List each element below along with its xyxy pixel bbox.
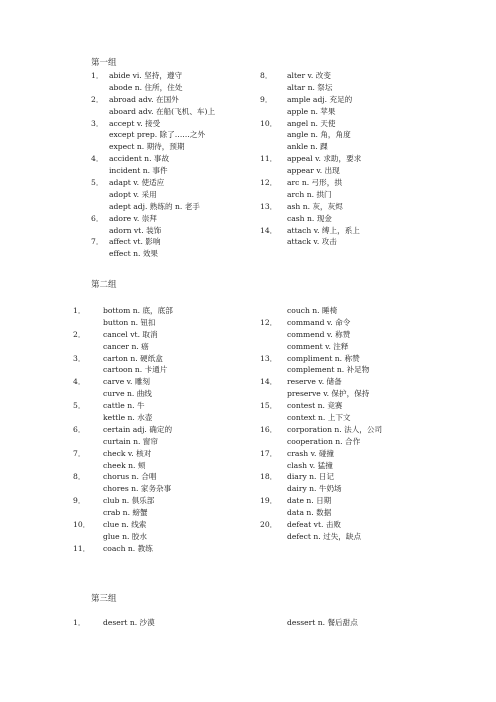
- vocab-entry: [260, 236, 460, 248]
- vocab-entry: [260, 448, 460, 460]
- entry-text: certain adj. 确定的: [103, 424, 173, 434]
- vocab-entry: [260, 412, 460, 424]
- vocab-entry: [73, 448, 263, 460]
- entry-text: carve v. 雕刻: [103, 377, 151, 387]
- entry-text: cancer n. 癌: [103, 341, 149, 351]
- group1-heading: 第一组: [91, 58, 117, 68]
- entry-text: expect n. 期待，预期: [109, 142, 185, 152]
- vocab-entry: [73, 436, 263, 448]
- entry-number: 12．: [260, 178, 278, 188]
- vocab-entry: [260, 118, 460, 130]
- entry-number: 7．: [91, 237, 104, 247]
- vocab-entry: [260, 483, 460, 495]
- vocab-entry: [91, 70, 261, 82]
- entry-text: aboard adv. 在船(飞机、车)上: [109, 106, 216, 116]
- entry-text: abide vi. 坚持，遵守: [109, 71, 183, 80]
- entry-text: compliment n. 称赞: [287, 353, 360, 363]
- entry-text: adopt v. 采用: [109, 189, 157, 199]
- entry-text: appear v. 出现: [287, 166, 340, 176]
- entry-number: 16．: [260, 424, 278, 434]
- entry-number: 10．: [73, 520, 91, 530]
- vocab-entry: [91, 141, 261, 153]
- group3-heading: 第三组: [91, 594, 117, 604]
- entry-number: 12．: [260, 317, 278, 327]
- vocab-entry: [260, 129, 460, 141]
- vocab-entry: [91, 94, 261, 106]
- entry-text: data n. 数据: [287, 508, 332, 518]
- vocab-entry: [260, 201, 460, 213]
- entry-text: clash v. 猛撞: [287, 460, 333, 470]
- entry-number: 20．: [260, 520, 278, 530]
- entry-text: kettle n. 水壶: [103, 413, 153, 423]
- entry-text: comment v. 注释: [287, 341, 349, 351]
- vocab-entry: [260, 376, 460, 388]
- vocab-entry: [73, 471, 263, 483]
- entry-number: 4．: [73, 377, 86, 387]
- vocab-entry: [73, 495, 263, 507]
- vocab-entry: [260, 495, 460, 507]
- group3-right-column: [287, 617, 467, 629]
- entry-number: 1．: [73, 306, 86, 315]
- vocab-entry: [260, 329, 460, 341]
- vocab-entry: [73, 317, 263, 329]
- entry-text: cooperation n. 合作: [287, 436, 361, 446]
- entry-text: dairy n. 牛奶场: [287, 484, 342, 494]
- entry-number: 14．: [260, 225, 278, 235]
- entry-text: ample adj. 充足的: [287, 94, 353, 104]
- entry-number: 13．: [260, 353, 278, 363]
- vocab-entry: [260, 400, 460, 412]
- vocab-entry: [91, 189, 261, 201]
- entry-number: 19．: [260, 496, 278, 506]
- entry-number: 2．: [73, 329, 86, 339]
- entry-text: defect n. 过失，缺点: [287, 531, 362, 541]
- entry-text: attack v. 攻击: [287, 237, 337, 247]
- entry-number: 9．: [73, 496, 86, 506]
- entry-text: check v. 核对: [103, 448, 152, 458]
- entry-text: date n. 日期: [287, 496, 332, 506]
- vocab-entry: [91, 129, 261, 141]
- vocab-entry: [260, 177, 460, 189]
- entry-text: complement n. 补足物: [287, 365, 370, 375]
- vocab-entry: [91, 118, 261, 130]
- entry-number: 1．: [73, 618, 86, 627]
- vocab-entry: [91, 177, 261, 189]
- entry-number: 14．: [260, 377, 278, 387]
- vocab-entry: [73, 460, 263, 472]
- vocab-entry: [73, 353, 263, 365]
- entry-text: adore v. 崇拜: [109, 213, 157, 223]
- entry-text: couch n. 睡椅: [287, 306, 338, 315]
- entry-text: adorn vt. 装饰: [109, 225, 162, 235]
- entry-number: 4．: [91, 154, 104, 164]
- entry-number: 11．: [73, 543, 91, 553]
- entry-text: appeal v. 求助，要求: [287, 154, 362, 164]
- entry-number: 8．: [260, 71, 273, 80]
- entry-number: 3．: [73, 353, 86, 363]
- vocab-entry: [260, 94, 460, 106]
- entry-text: ash n. 灰，灰烬: [287, 201, 343, 211]
- entry-text: arch n. 拱门: [287, 189, 332, 199]
- entry-number: 9．: [260, 94, 273, 104]
- entry-text: glue n. 胶水: [103, 531, 147, 541]
- vocab-entry: [91, 248, 261, 260]
- entry-text: reserve v. 储备: [287, 377, 342, 387]
- vocab-entry: [73, 329, 263, 341]
- entry-text: cash n. 现金: [287, 213, 332, 223]
- vocab-entry: [260, 341, 460, 353]
- entry-text: dessert n. 餐后甜点: [287, 618, 358, 627]
- entry-text: clue n. 线索: [103, 520, 147, 530]
- entry-text: alter v. 改变: [287, 71, 331, 80]
- entry-text: preserve v. 保护，保持: [287, 389, 370, 399]
- entry-text: accept v. 接受: [109, 118, 161, 128]
- entry-text: adept adj. 熟练的 n. 老手: [109, 201, 200, 211]
- entry-number: 10．: [260, 118, 278, 128]
- vocab-entry: [260, 165, 460, 177]
- entry-text: apple n. 苹果: [287, 106, 336, 116]
- entry-text: cancel vt. 取消: [103, 329, 158, 339]
- entry-text: defeat vt. 击败: [287, 520, 342, 530]
- group2-left-column: [73, 305, 263, 555]
- entry-text: club n. 俱乐部: [103, 496, 155, 506]
- vocab-entry: [260, 436, 460, 448]
- entry-text: altar n. 祭坛: [287, 82, 333, 92]
- entry-number: 15．: [260, 401, 278, 411]
- vocab-entry: [73, 483, 263, 495]
- entry-number: 11．: [260, 154, 278, 164]
- entry-text: angle n. 角，角度: [287, 130, 351, 140]
- entry-number: 2．: [91, 94, 104, 104]
- entry-number: 7．: [73, 448, 86, 458]
- vocab-entry: [260, 225, 460, 237]
- group2-heading: 第二组: [91, 280, 117, 290]
- vocab-entry: [73, 388, 263, 400]
- vocab-entry: [260, 471, 460, 483]
- vocab-entry: [91, 236, 261, 248]
- vocab-entry: [91, 213, 261, 225]
- entry-text: chores n. 家务杂事: [103, 484, 172, 494]
- entry-text: cartoon n. 卡通片: [103, 365, 168, 375]
- entry-text: desert n. 沙漠: [103, 618, 155, 627]
- entry-text: diary n. 日记: [287, 472, 335, 482]
- vocab-entry: [73, 364, 263, 376]
- vocab-entry: [260, 106, 460, 118]
- entry-text: curve n. 曲线: [103, 389, 152, 399]
- entry-text: context n. 上下文: [287, 413, 351, 423]
- entry-text: curtain n. 窗帘: [103, 436, 158, 446]
- vocab-entry: [260, 189, 460, 201]
- vocab-entry: [91, 106, 261, 118]
- vocab-entry: [73, 543, 263, 555]
- entry-text: chorus n. 合唱: [103, 472, 157, 482]
- vocab-entry: [260, 317, 460, 329]
- entry-text: carton n. 硬纸盒: [103, 353, 163, 363]
- entry-text: attach v. 缚上，系上: [287, 225, 360, 235]
- entry-number: 3．: [91, 118, 104, 128]
- vocab-entry: [73, 305, 263, 317]
- vocab-entry: [260, 82, 460, 94]
- vocab-entry: [73, 519, 263, 531]
- vocab-entry: [260, 153, 460, 165]
- entry-number: 8．: [73, 472, 86, 482]
- vocab-entry: [260, 213, 460, 225]
- entry-text: abode n. 住所，住处: [109, 82, 183, 92]
- entry-text: cattle n. 牛: [103, 401, 145, 411]
- vocab-entry: [260, 305, 460, 317]
- entry-text: coach n. 教练: [103, 543, 153, 553]
- entry-number: 13．: [260, 201, 278, 211]
- entry-text: abroad adv. 在国外: [109, 94, 179, 104]
- entry-text: bottom n. 底，底部: [103, 306, 173, 315]
- vocab-entry: [73, 400, 263, 412]
- vocab-entry: [73, 507, 263, 519]
- entry-text: effect n. 效果: [109, 249, 159, 259]
- vocab-entry: [260, 424, 460, 436]
- vocab-entry: [260, 519, 460, 531]
- entry-text: crash v. 碰撞: [287, 448, 335, 458]
- entry-number: 18．: [260, 472, 278, 482]
- entry-number: 5．: [73, 401, 86, 411]
- vocab-entry: [91, 153, 261, 165]
- entry-text: affect vt. 影响: [109, 237, 161, 247]
- entry-number: 1．: [91, 71, 104, 80]
- entry-text: accident n. 事故: [109, 154, 170, 164]
- entry-number: 17．: [260, 448, 278, 458]
- entry-number: 5．: [91, 178, 104, 188]
- entry-text: cheek n. 颊: [103, 460, 146, 470]
- vocab-entry: [260, 70, 460, 82]
- vocab-entry: [260, 388, 460, 400]
- vocab-entry: [260, 460, 460, 472]
- entry-text: angel n. 天使: [287, 118, 336, 128]
- vocab-entry: [260, 141, 460, 153]
- vocab-entry: [91, 82, 261, 94]
- vocab-entry: [287, 617, 467, 629]
- vocab-entry: [260, 353, 460, 365]
- entry-text: arc n. 弓形，拱: [287, 178, 342, 188]
- vocab-entry: [91, 201, 261, 213]
- entry-text: corporation n. 法人，公司: [287, 424, 383, 434]
- entry-number: 6．: [91, 213, 104, 223]
- vocab-entry: [73, 424, 263, 436]
- vocab-entry: [73, 341, 263, 353]
- entry-text: commend v. 称赞: [287, 329, 351, 339]
- vocab-entry: [91, 165, 261, 177]
- entry-number: 6．: [73, 424, 86, 434]
- entry-text: crab n. 螃蟹: [103, 508, 148, 518]
- vocab-entry: [260, 364, 460, 376]
- entry-text: ankle n. 踝: [287, 142, 328, 152]
- entry-text: contest n. 竞赛: [287, 401, 343, 411]
- vocab-entry: [73, 531, 263, 543]
- group3-left-column: [73, 617, 263, 629]
- vocab-entry: [260, 531, 460, 543]
- vocab-entry: [91, 225, 261, 237]
- entry-text: except prep. 除了……之外: [109, 130, 206, 140]
- group2-right-column: [260, 305, 460, 543]
- entry-text: adapt v. 使适应: [109, 178, 165, 188]
- group1-left-column: [91, 70, 261, 260]
- vocab-entry: [73, 617, 263, 629]
- entry-text: incident n. 事件: [109, 166, 168, 176]
- vocab-entry: [260, 507, 460, 519]
- group1-right-column: [260, 70, 460, 248]
- entry-text: command v. 命令: [287, 317, 351, 327]
- vocab-entry: [73, 376, 263, 388]
- vocab-entry: [73, 412, 263, 424]
- entry-text: button n. 钮扣: [103, 317, 156, 327]
